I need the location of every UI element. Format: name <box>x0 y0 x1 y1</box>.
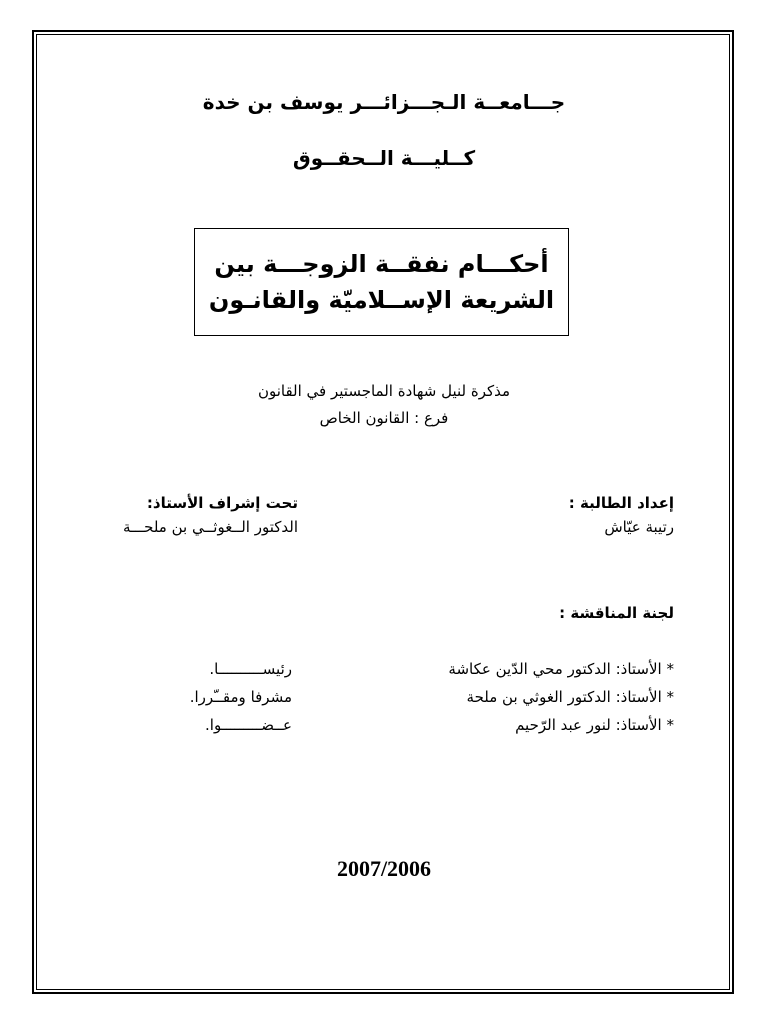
thesis-description: مذكرة لنيل شهادة الماجستير في القانون <box>257 382 511 400</box>
student-name: رتيبة عيّاش <box>604 518 674 536</box>
supervisor-name: الدكتور الــغوثــي بن ملحـــة <box>122 518 298 536</box>
jury-member-name: * الأستاذ: الدكتور الغوثي بن ملحة <box>466 688 674 706</box>
supervisor-label: تحت إشراف الأستاذ: <box>146 494 298 512</box>
student-label: إعداد الطالبة : <box>568 494 674 512</box>
academic-years: 2007/2006 <box>336 856 432 881</box>
thesis-title-line-2: الشريعة الإســلاميّة والقانـون <box>208 286 555 314</box>
thesis-title-box <box>194 228 569 336</box>
jury-member-role: عــضـــــــــوا. <box>205 716 292 734</box>
thesis-branch: فرع : القانون الخاص <box>319 409 449 427</box>
page-border-inner <box>36 34 730 990</box>
thesis-title-line-1: أحكـــام نفقــة الزوجـــة بين <box>214 250 549 278</box>
jury-member-name: * الأستاذ: الدكتور محي الدّين عكاشة <box>448 660 674 678</box>
jury-member-role: مشرفا ومقــّررا. <box>189 688 292 706</box>
jury-member-name: * الأستاذ: لنور عبد الرّحيم <box>515 716 674 734</box>
jury-label: لجنة المناقشة : <box>559 604 674 622</box>
faculty-name: كــليـــة الــحقــوق <box>292 146 476 170</box>
jury-member-role: رئيســــــــــا. <box>209 660 292 678</box>
university-name: جـــامعــة الـجـــزائـــر يوسف بن خدة <box>202 90 566 114</box>
